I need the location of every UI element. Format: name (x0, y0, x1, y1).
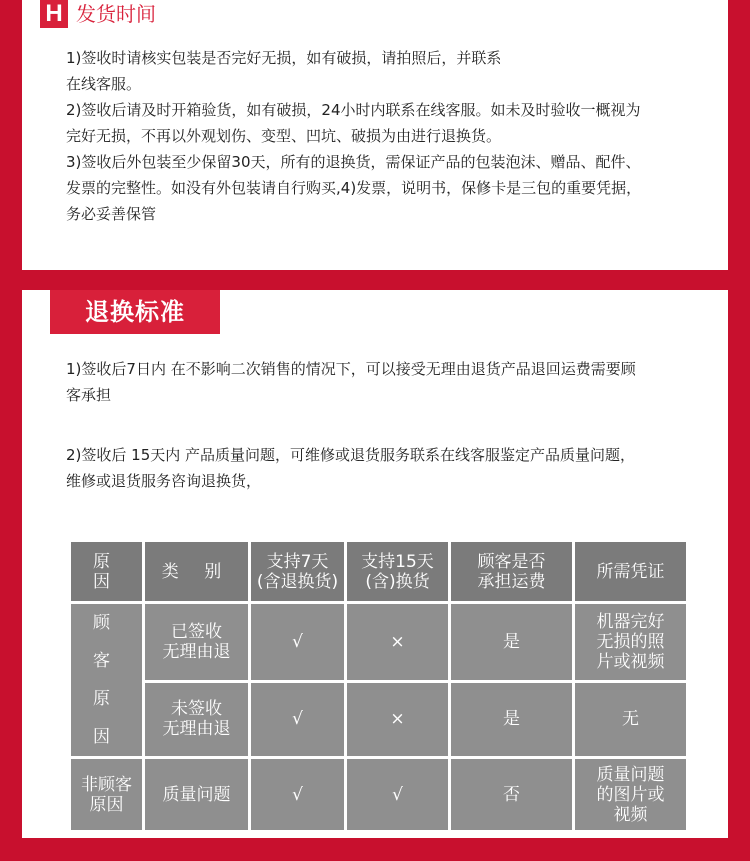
text-line: 1)签收后7日内 在不影响二次销售的情况下，可以接受无理由退货产品退回运费需要顾 (66, 360, 636, 378)
row-7day-mark: √ (250, 603, 346, 682)
text-line: 2)签收后请及时开箱验货，如有破损，24小时内联系在线客服。如未及时验收一概视为 (66, 101, 641, 119)
row-freight: 是 (450, 681, 574, 757)
text-line: 维修或退货服务咨询退换货， (66, 472, 262, 490)
row-freight: 否 (450, 758, 574, 832)
text-line: 务必妥善保管 (66, 205, 157, 223)
shipping-title: 发货时间 (76, 2, 156, 26)
header-freight: 顾客是否 承担运费 (450, 541, 574, 603)
group-non-customer-reason: 非顾客 原因 (70, 758, 144, 832)
row-freight: 是 (450, 603, 574, 682)
text-line: 发票的完整性。如没有外包装请自行购买,4)发票，说明书，保修卡是三包的重要凭据， (66, 179, 642, 197)
table-row (70, 603, 688, 682)
header-category: 类 别 (144, 541, 250, 603)
text-line: 在线客服。 (66, 75, 142, 93)
row-proof: 机器完好 无损的照 片或视频 (574, 603, 688, 682)
header-proof: 所需凭证 (574, 541, 688, 603)
table-row (70, 681, 688, 757)
text-line: 1)签收时请核实包装是否完好无损，如有破损，请拍照后，并联系 (66, 49, 502, 67)
table-header-row (70, 541, 688, 603)
return-para-2 (66, 442, 696, 494)
return-para-1 (66, 356, 696, 408)
text-line: 2)签收后 15天内 产品质量问题，可维修或退货服务联系在线客服鉴定产品质量问题， (66, 446, 636, 464)
row-7day-mark: √ (250, 758, 346, 832)
text-line: 完好无损，不再以外观划伤、变型、凹坑、破损为由进行退换货。 (66, 127, 502, 145)
h-logo-icon: H (40, 0, 68, 28)
text-line: 3)签收后外包装至少保留30天，所有的退换货，需保证产品的包装泡沫、赠品、配件、 (66, 153, 641, 171)
shipping-text (66, 45, 696, 227)
row-15day-mark: × (346, 603, 450, 682)
header-7day: 支持7天 (含退换货) (250, 541, 346, 603)
return-standard-banner: 退换标准 (50, 290, 220, 334)
row-category: 未签收 无理由退 (144, 681, 250, 757)
row-proof: 无 (574, 681, 688, 757)
return-policy-table (68, 539, 689, 833)
row-proof: 质量问题 的图片或 视频 (574, 758, 688, 832)
row-7day-mark: √ (250, 681, 346, 757)
table-row (70, 758, 688, 832)
header-15day: 支持15天 (含)换货 (346, 541, 450, 603)
group-customer-reason: 顾 客 原 因 (70, 603, 144, 758)
row-15day-mark: √ (346, 758, 450, 832)
row-category: 质量问题 (144, 758, 250, 832)
header-reason: 原 因 (70, 541, 144, 603)
row-15day-mark: × (346, 681, 450, 757)
text-line: 客承担 (66, 386, 112, 404)
row-category: 已签收 无理由退 (144, 603, 250, 682)
